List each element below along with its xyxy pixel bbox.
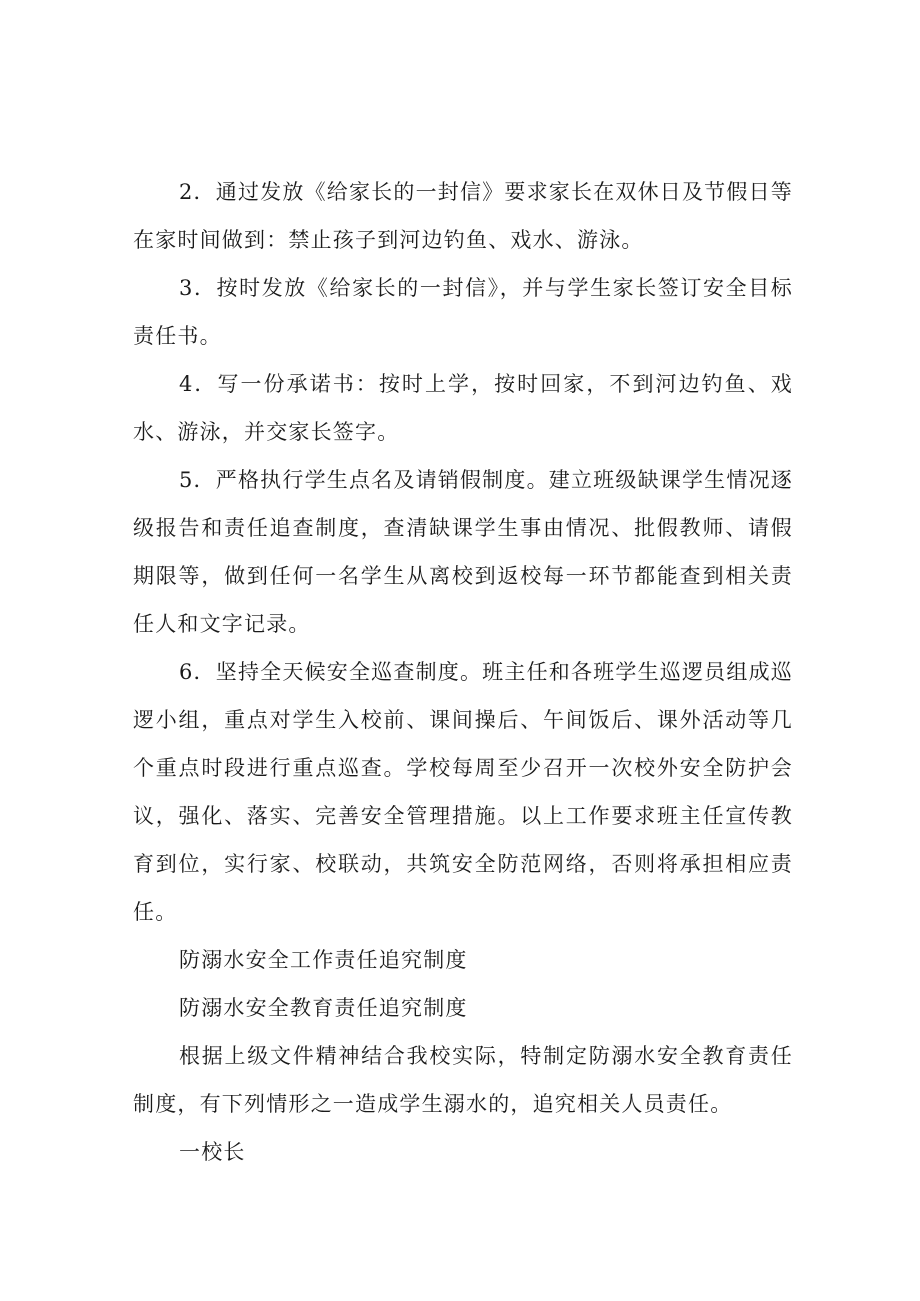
paragraph-item-5: 5．严格执行学生点名及请销假制度。建立班级缺课学生情况逐级报告和责任追查制度，查清缺课学生事由情况、批假教师、请假期限等，做到任何一名学生从离校到返校每一环节都能查到相关责任人和文字记录。	[133, 468, 793, 636]
paragraph-item-4: 4．写一份承诺书：按时上学，按时回家，不到河边钓鱼、戏水、游泳，并交家长签字。	[133, 372, 793, 444]
paragraph-item-6: 6．坚持全天候安全巡查制度。班主任和各班学生巡逻员组成巡逻小组，重点对学生入校前、课间操后、午间饭后、课外活动等几个重点时段进行重点巡查。学校每周至少召开一次校外安全防护会议，强化、落实、完善安全管理措施。以上工作要求班主任宣传教育到位，实行家、校联动，共筑安全防范网络，否则将承担相应责任。	[133, 660, 793, 924]
intro-paragraph: 根据上级文件精神结合我校实际，特制定防溺水安全教育责任制度，有下列情形之一造成学生溺水的，追究相关人员责任。	[133, 1044, 793, 1116]
section-heading-work-responsibility: 防溺水安全工作责任追究制度	[179, 948, 468, 972]
principal-subheading: 一校长	[179, 1140, 246, 1164]
paragraph-item-3: 3．按时发放《给家长的一封信》，并与学生家长签订安全目标责任书。	[133, 276, 793, 348]
paragraph-item-2: 2．通过发放《给家长的一封信》要求家长在双休日及节假日等在家时间做到：禁止孩子到河边钓鱼、戏水、游泳。	[133, 180, 793, 252]
document-body	[133, 168, 793, 1176]
section-heading-education-responsibility: 防溺水安全教育责任追究制度	[179, 996, 468, 1020]
